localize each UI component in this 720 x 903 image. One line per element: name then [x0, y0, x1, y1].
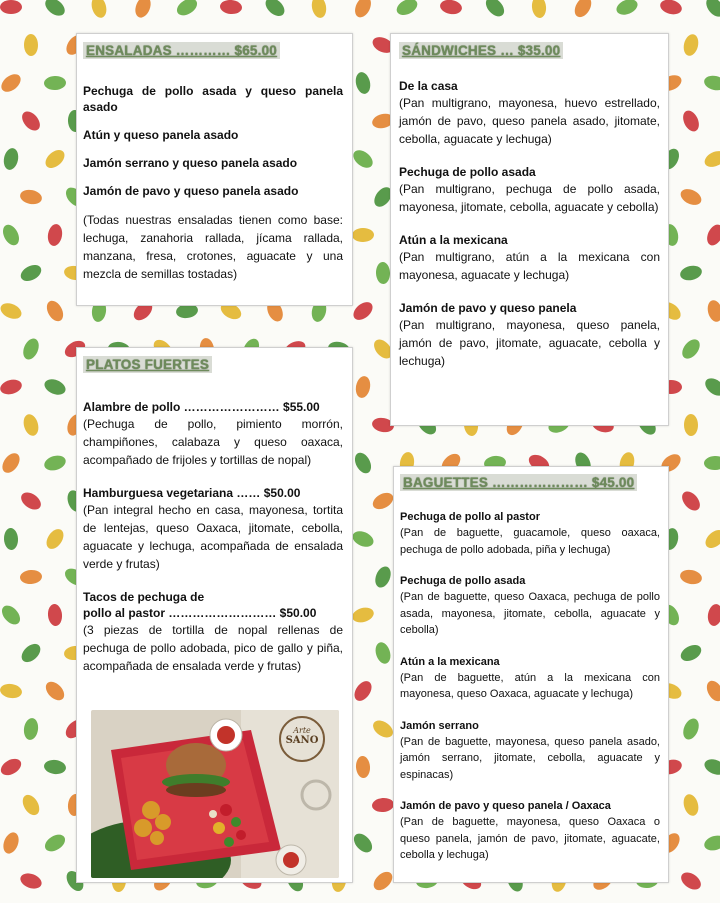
vegetable-decoration: [439, 0, 463, 16]
ensaladas-panel: [76, 33, 353, 306]
vegetable-decoration: [43, 759, 67, 776]
vegetable-decoration: [19, 108, 44, 134]
arte-sano-logo: [279, 716, 325, 762]
vegetable-decoration: [44, 76, 66, 91]
vegetable-decoration: [43, 526, 67, 552]
vegetable-decoration: [24, 34, 38, 56]
vegetable-decoration: [42, 831, 68, 855]
vegetable-decoration: [706, 299, 720, 324]
vegetable-decoration: [679, 568, 703, 586]
vegetable-decoration: [350, 147, 376, 172]
plato-name: Hamburguesa vegetariana …… $50.00: [83, 486, 301, 500]
sandwich-name: Pechuga de pollo asada: [399, 165, 536, 179]
vegetable-decoration: [682, 33, 701, 58]
baguette-desc: (Pan de baguette, guacamole, queso oaxaca, pechuga de pollo adobada, piña y lechuga): [400, 527, 660, 556]
ensaladas-note: (Todas nuestras ensaladas tienen como base: lechuga, zanahoria rallada, jícama rallada, manzana, fresa, crotones, aguacate y una mezcla de semillas tostadas): [83, 213, 343, 281]
baguette-desc: (Pan de baguette, atún a la mexicana con mayonesa, queso Oaxaca, aguacate y lechuga): [400, 671, 660, 700]
vegetable-decoration: [0, 222, 22, 248]
vegetable-decoration: [352, 450, 375, 476]
vegetable-decoration: [702, 375, 720, 399]
vegetable-decoration: [174, 0, 200, 19]
plato-desc: (Pechuga de pollo, pimiento morrón, champiñones, calabaza y queso oaxaca, acompañado de frijoles y tortillas de nopal): [83, 417, 343, 467]
vegetable-decoration: [18, 262, 44, 285]
vegetable-decoration: [394, 0, 420, 18]
sandwich-name: Jamón de pavo y queso panela: [399, 301, 577, 315]
vegetable-decoration: [571, 0, 594, 20]
vegetable-decoration: [679, 488, 704, 514]
vegetable-decoration: [680, 108, 702, 134]
plato-name: Alambre de pollo …………………… $55.00: [83, 400, 320, 414]
vegetable-decoration: [0, 377, 23, 396]
vegetable-decoration: [0, 300, 24, 322]
vegetable-decoration: [371, 797, 394, 813]
vegetable-decoration: [351, 678, 375, 704]
sandwich-desc: (Pan multigrano, pechuga de pollo asada, mayonesa, jitomate, cebolla, aguacate y cebolla): [399, 182, 660, 214]
platos-fuertes-heading: PLATOS FUERTES: [83, 356, 212, 373]
vegetable-decoration: [42, 678, 67, 704]
baguette-name: Jamón de pavo y queso panela / Oaxaca: [400, 800, 611, 812]
vegetable-decoration: [704, 222, 720, 248]
vegetable-decoration: [350, 528, 376, 549]
sandwich-name: Atún a la mexicana: [399, 233, 508, 247]
vegetable-decoration: [703, 74, 720, 93]
sandwiches-panel: [390, 33, 669, 426]
vegetable-decoration: [219, 0, 242, 15]
vegetable-decoration: [373, 640, 393, 665]
vegetable-decoration: [18, 640, 44, 665]
baguettes-panel: [393, 466, 669, 883]
vegetable-decoration: [372, 564, 393, 590]
vegetable-decoration: [0, 0, 22, 14]
sandwiches-heading: SÁNDWICHES … $35.00: [399, 42, 563, 59]
vegetable-decoration: [0, 71, 24, 96]
plato-name: Tacos de pechuga de pollo al pastor ……………………… $50.00: [83, 590, 317, 620]
plato-desc: (3 piezas de tortilla de nopal rellenas de pechuga de pollo adobada, pico de gallo y piña, acompañada de ensalada verde y frutas): [83, 623, 343, 673]
baguette-desc: (Pan de baguette, queso Oaxaca, pechuga de pollo asada, mayonesa, jitomate, cebolla, aguacate y cebolla): [400, 591, 660, 636]
vegetable-decoration: [482, 0, 507, 20]
vegetable-decoration: [704, 456, 720, 471]
vegetable-decoration: [19, 188, 43, 206]
vegetable-decoration: [262, 0, 288, 20]
baguette-name: Atún a la mexicana: [400, 655, 500, 668]
vegetable-decoration: [18, 489, 44, 513]
vegetable-decoration: [0, 755, 24, 778]
vegetable-decoration: [659, 0, 684, 17]
vegetable-decoration: [679, 336, 704, 362]
baguette-desc: (Pan de baguette, mayonesa, queso Oaxaca o queso panela, jamón de pavo, jitomate, aguacate, cebolla y lechuga): [400, 816, 660, 861]
vegetable-decoration: [20, 569, 43, 585]
vegetable-decoration: [0, 450, 23, 476]
baguette-name: Jamón serrano: [400, 719, 479, 732]
vegetable-decoration: [678, 642, 704, 665]
vegetable-decoration: [21, 412, 41, 437]
vegetable-decoration: [706, 603, 720, 627]
vegetable-decoration: [350, 830, 375, 856]
ensalada-item: Pechuga de pollo asada y queso panela asado: [83, 84, 343, 114]
vegetable-decoration: [679, 264, 704, 283]
vegetable-decoration: [133, 0, 154, 20]
vegetable-decoration: [354, 71, 373, 96]
vegetable-decoration: [680, 716, 701, 742]
vegetable-decoration: [614, 0, 640, 18]
plato-desc: (Pan integral hecho en casa, mayonesa, tortita de lentejas, queso Oaxaca, jitomate, cebolla, aguacate y lechuga, acompañada de ensalada verde y frutas): [83, 503, 343, 571]
vegetable-decoration: [678, 869, 704, 893]
baguette-desc: (Pan de baguette, mayonesa, queso panela asado, jamón serrano, jitomate, cebolla, aguacate y espinacas): [400, 735, 660, 781]
vegetable-decoration: [370, 868, 396, 893]
vegetable-decoration: [46, 223, 64, 247]
vegetable-decoration: [355, 756, 371, 779]
vegetable-decoration: [684, 414, 698, 436]
vegetable-decoration: [678, 186, 704, 208]
logo-line2: SANO: [285, 735, 319, 746]
vegetable-decoration: [352, 228, 374, 242]
vegetable-decoration: [681, 792, 701, 817]
vegetable-decoration: [42, 147, 68, 172]
vegetable-decoration: [702, 756, 720, 777]
vegetable-decoration: [702, 148, 720, 170]
vegetable-decoration: [354, 375, 372, 399]
baguette-name: Pechuga de pollo asada: [400, 575, 526, 587]
vegetable-decoration: [702, 833, 720, 853]
baguettes-heading: BAGUETTES ………………… $45.00: [400, 474, 637, 491]
ensalada-item: Jamón serrano y queso panela asado: [83, 156, 298, 170]
vegetable-decoration: [2, 147, 20, 171]
vegetable-decoration: [20, 336, 41, 362]
vegetable-decoration: [0, 682, 23, 699]
vegetable-decoration: [350, 605, 375, 625]
vegetable-decoration: [702, 527, 720, 552]
vegetable-decoration: [89, 0, 109, 20]
sandwich-desc: (Pan multigrano, atún a la mexicana con mayonesa, aguacate y lechuga): [399, 250, 660, 282]
vegetable-decoration: [376, 262, 391, 284]
vegetable-decoration: [703, 0, 720, 20]
vegetable-decoration: [42, 376, 68, 397]
vegetable-decoration: [531, 0, 547, 19]
sandwich-desc: (Pan multigrano, mayonesa, huevo estrellado, jamón de pavo, queso panela asado, jitomate, cebolla, aguacate y lechuga): [399, 96, 660, 146]
vegetable-decoration: [350, 299, 376, 324]
vegetable-decoration: [47, 603, 63, 626]
ensalada-item: Atún y queso panela asado: [83, 128, 239, 142]
vegetable-decoration: [44, 298, 67, 324]
sandwich-name: De la casa: [399, 79, 458, 93]
baguette-name: Pechuga de pollo al pastor: [400, 511, 540, 523]
vegetable-decoration: [310, 0, 328, 19]
vegetable-decoration: [23, 717, 40, 741]
vegetable-decoration: [19, 792, 42, 818]
ensalada-item: Jamón de pavo y queso panela asado: [83, 184, 299, 198]
vegetable-decoration: [0, 602, 24, 628]
vegetable-decoration: [1, 830, 22, 856]
food-photo: [91, 710, 339, 878]
logo-line1: Arte: [293, 726, 311, 735]
vegetable-decoration: [42, 0, 68, 19]
vegetable-decoration: [352, 0, 374, 20]
vegetable-decoration: [42, 453, 67, 473]
ensaladas-heading: ENSALADAS ………… $65.00: [83, 42, 280, 59]
vegetable-decoration: [3, 528, 18, 551]
sandwich-desc: (Pan multigrano, mayonesa, queso panela, jamón de pavo, jitomate, aguacate, cebolla y lechuga): [399, 318, 660, 368]
vegetable-decoration: [18, 871, 43, 892]
vegetable-decoration: [704, 678, 720, 704]
